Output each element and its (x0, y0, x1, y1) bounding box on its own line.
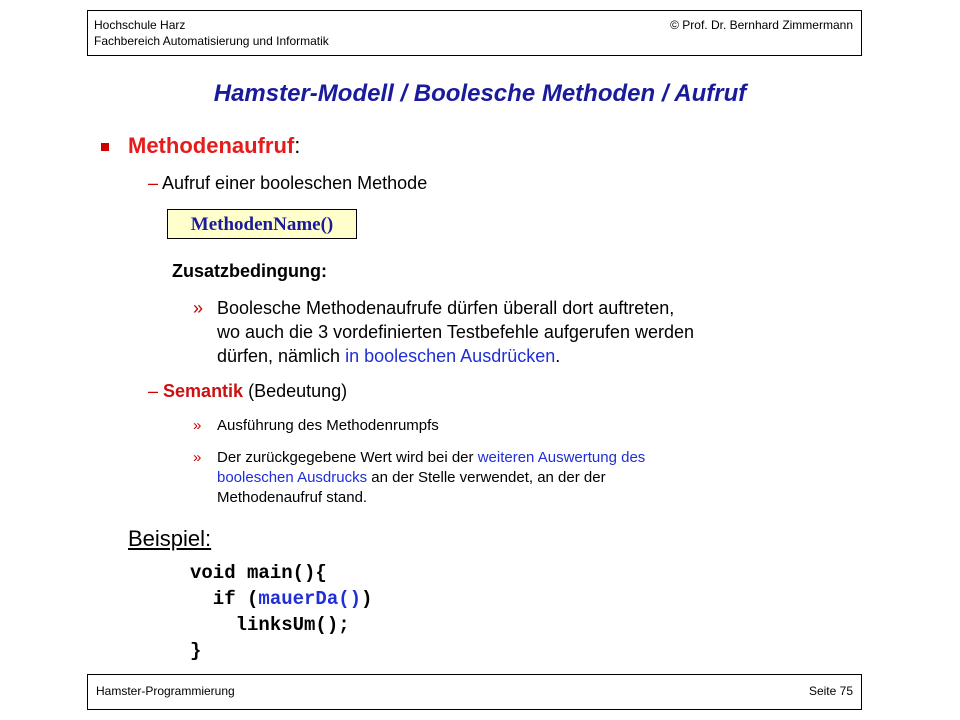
footer-page-number: Seite 75 (808, 684, 853, 698)
code-line-4: } (190, 640, 202, 662)
slide-header (87, 10, 862, 56)
footer-course: Hamster-Programmierung (96, 684, 235, 698)
code-line-2-prefix: if ( (190, 588, 259, 610)
slide-footer (87, 674, 862, 710)
header-department: Fachbereich Automatisierung und Informatik (94, 34, 329, 48)
zusatz-line-3-suffix: . (555, 346, 561, 366)
semantik-item-2-suffix: an der Stelle verwendet, an der der (367, 469, 606, 486)
zusatz-line-2: wo auch die 3 vordefinierten Testbefehle aufgerufen werden (217, 322, 694, 342)
square-bullet-icon (101, 143, 109, 151)
semantik-item-2-prefix: Der zurückgegebene Wert wird bei der (217, 449, 478, 466)
semantik-item-2-line-2 (217, 468, 853, 488)
bullet-heading: Methodenaufruf (128, 133, 295, 158)
zusatz-line-3-prefix: dürfen, nämlich (217, 346, 346, 366)
call-line (148, 173, 427, 194)
guillemet-bullet: » (193, 298, 204, 318)
code-line-2 (190, 586, 372, 612)
slide-title: Hamster-Modell / Boolesche Methoden / Aufruf (213, 80, 747, 107)
bullet-heading-suffix: : (294, 133, 301, 158)
code-line-1: void main(){ (190, 562, 327, 584)
zusatz-label: Zusatzbedingung: (172, 261, 327, 281)
semantik-item-2 (193, 448, 853, 508)
semantik-item-2-highlight-2: booleschen Ausdrucks (217, 469, 368, 486)
zusatz-item (193, 296, 853, 368)
semantik-item-2-line-1 (217, 448, 853, 468)
guillemet-bullet: » (193, 417, 202, 434)
call-text: Aufruf einer booleschen Methode (162, 173, 428, 193)
semantik-item-2-line-3: Methodenaufruf stand. (217, 489, 368, 506)
zusatz-line-1: Boolesche Methodenaufrufe dürfen überall dort auftreten, (217, 298, 675, 318)
semantik-item-1-text: Ausführung des Methodenrumpfs (217, 417, 439, 434)
header-left (94, 17, 329, 49)
main-bullet (128, 133, 300, 159)
syntax-box: MethodenName() (167, 209, 357, 239)
semantik-line (148, 381, 347, 402)
code-line-2-suffix: ) (361, 588, 373, 610)
semantik-item-1 (193, 416, 439, 436)
dash-bullet: – (148, 173, 159, 193)
example-label: Beispiel: (128, 526, 212, 551)
semantik-item-2-highlight-1: weiteren Auswertung des (477, 449, 646, 466)
semantik-label: Semantik (163, 381, 244, 401)
zusatz-line-3 (217, 344, 853, 368)
code-line-2-highlight: mauerDa() (258, 588, 362, 610)
header-author: © Prof. Dr. Bernhard Zimmermann (670, 18, 853, 32)
guillemet-bullet: » (193, 449, 202, 466)
header-institution: Hochschule Harz (94, 18, 186, 32)
zusatz-line-3-highlight: in booleschen Ausdrücken (345, 346, 556, 366)
dash-bullet: – (148, 381, 159, 401)
code-line-3: linksUm(); (190, 614, 350, 636)
semantik-label-suffix: (Bedeutung) (243, 381, 348, 401)
